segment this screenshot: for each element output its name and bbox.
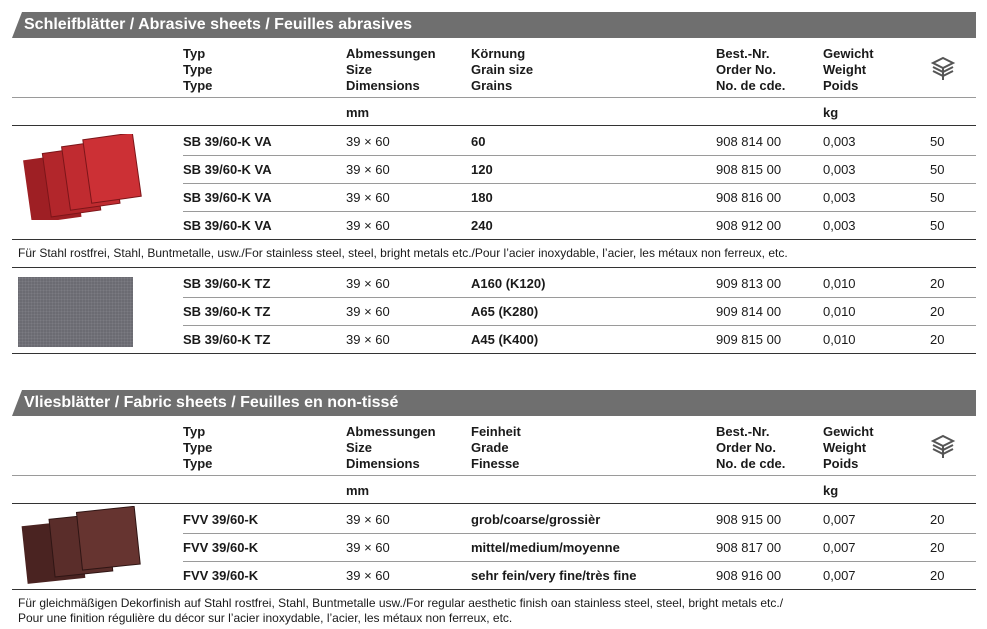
weight-cell: 0,003: [823, 134, 856, 149]
header-type: Typ Type Type: [183, 46, 213, 93]
table-row: SB 39/60-K VA 39 × 60 120 908 815 00 0,003 50: [183, 162, 945, 177]
size-cell: 39 × 60: [346, 134, 390, 149]
header-weight: Gewicht Weight Poids: [823, 46, 874, 93]
header-weight: Gewicht Weight Poids: [823, 424, 874, 471]
header-order-no: Best.-Nr. Order No. No. de cde.: [716, 46, 786, 93]
header-order-no: Best.-Nr. Order No. No. de cde.: [716, 424, 786, 471]
table-row: SB 39/60-K TZ 39 × 60 A160 (K120) 909 813 00 0,010 20: [183, 276, 945, 291]
table-row: FVV 39/60-K 39 × 60 grob/coarse/grossièr 908 915 00 0,007 20: [183, 512, 945, 527]
section-banner: [12, 12, 976, 38]
table-row: FVV 39/60-K 39 × 60 mittel/medium/moyenne 908 817 00 0,007 20: [183, 540, 945, 555]
unit-size: mm: [346, 105, 370, 120]
header-size: Abmessungen Size Dimensions: [346, 46, 436, 93]
unit-weight: kg: [823, 483, 839, 498]
unit-size: mm: [346, 483, 370, 498]
table-row: SB 39/60-K VA 39 × 60 240 908 912 00 0,003 50: [183, 218, 945, 233]
section-title: Schleifblätter / Abrasive sheets / Feuilles abrasives: [24, 16, 413, 33]
header-size: Abmessungen Size Dimensions: [346, 424, 436, 471]
table-row: SB 39/60-K VA 39 × 60 180 908 816 00 0,003 50: [183, 190, 945, 205]
package-box-icon: [930, 56, 956, 82]
header-grain: Körnung Grain size Grains: [471, 46, 534, 93]
section-fabric-sheets: [12, 378, 976, 629]
table-row: SB 39/60-K TZ 39 × 60 A65 (K280) 909 814 00 0,010 20: [183, 304, 945, 319]
table-row: SB 39/60-K TZ 39 × 60 A45 (K400) 909 815 00 0,010 20: [183, 332, 945, 347]
section-abrasive-sheets: [12, 0, 976, 360]
section-title: Vliesblätter / Fabric sheets / Feuilles en non-tissé: [24, 394, 399, 411]
header-type: Typ Type Type: [183, 424, 213, 471]
table-row: FVV 39/60-K 39 × 60 sehr fein/very fine/très fine 908 916 00 0,007 20: [183, 568, 945, 583]
section-banner: [12, 390, 976, 416]
usage-note: Für Stahl rostfrei, Stahl, Buntmetalle, usw./For stainless steel, steel, bright metals etc./Pour l’acier inoxydable, l’acier, les métaux non ferreux, etc.: [18, 246, 788, 260]
type-cell: SB 39/60-K VA: [183, 134, 272, 149]
unit-weight: kg: [823, 105, 839, 120]
grain-cell: 60: [471, 134, 486, 149]
qty-cell: 50: [930, 134, 945, 149]
order-cell: 908 814 00: [716, 134, 782, 149]
usage-note-line-2: Pour une finition régulière du décor sur l’acier inoxydable, l’acier, les métaux non ferreux, etc.: [18, 611, 513, 625]
table-row: [12, 127, 976, 155]
usage-note-line-1: Für gleichmäßigen Dekorfinish auf Stahl rostfrei, Stahl, Buntmetalle usw./For regular aesthetic finish oan stainless steel, steel, bright metals etc./: [18, 596, 784, 610]
header-grade: Feinheit Grade Finesse: [471, 424, 521, 471]
package-box-icon: [930, 434, 956, 460]
